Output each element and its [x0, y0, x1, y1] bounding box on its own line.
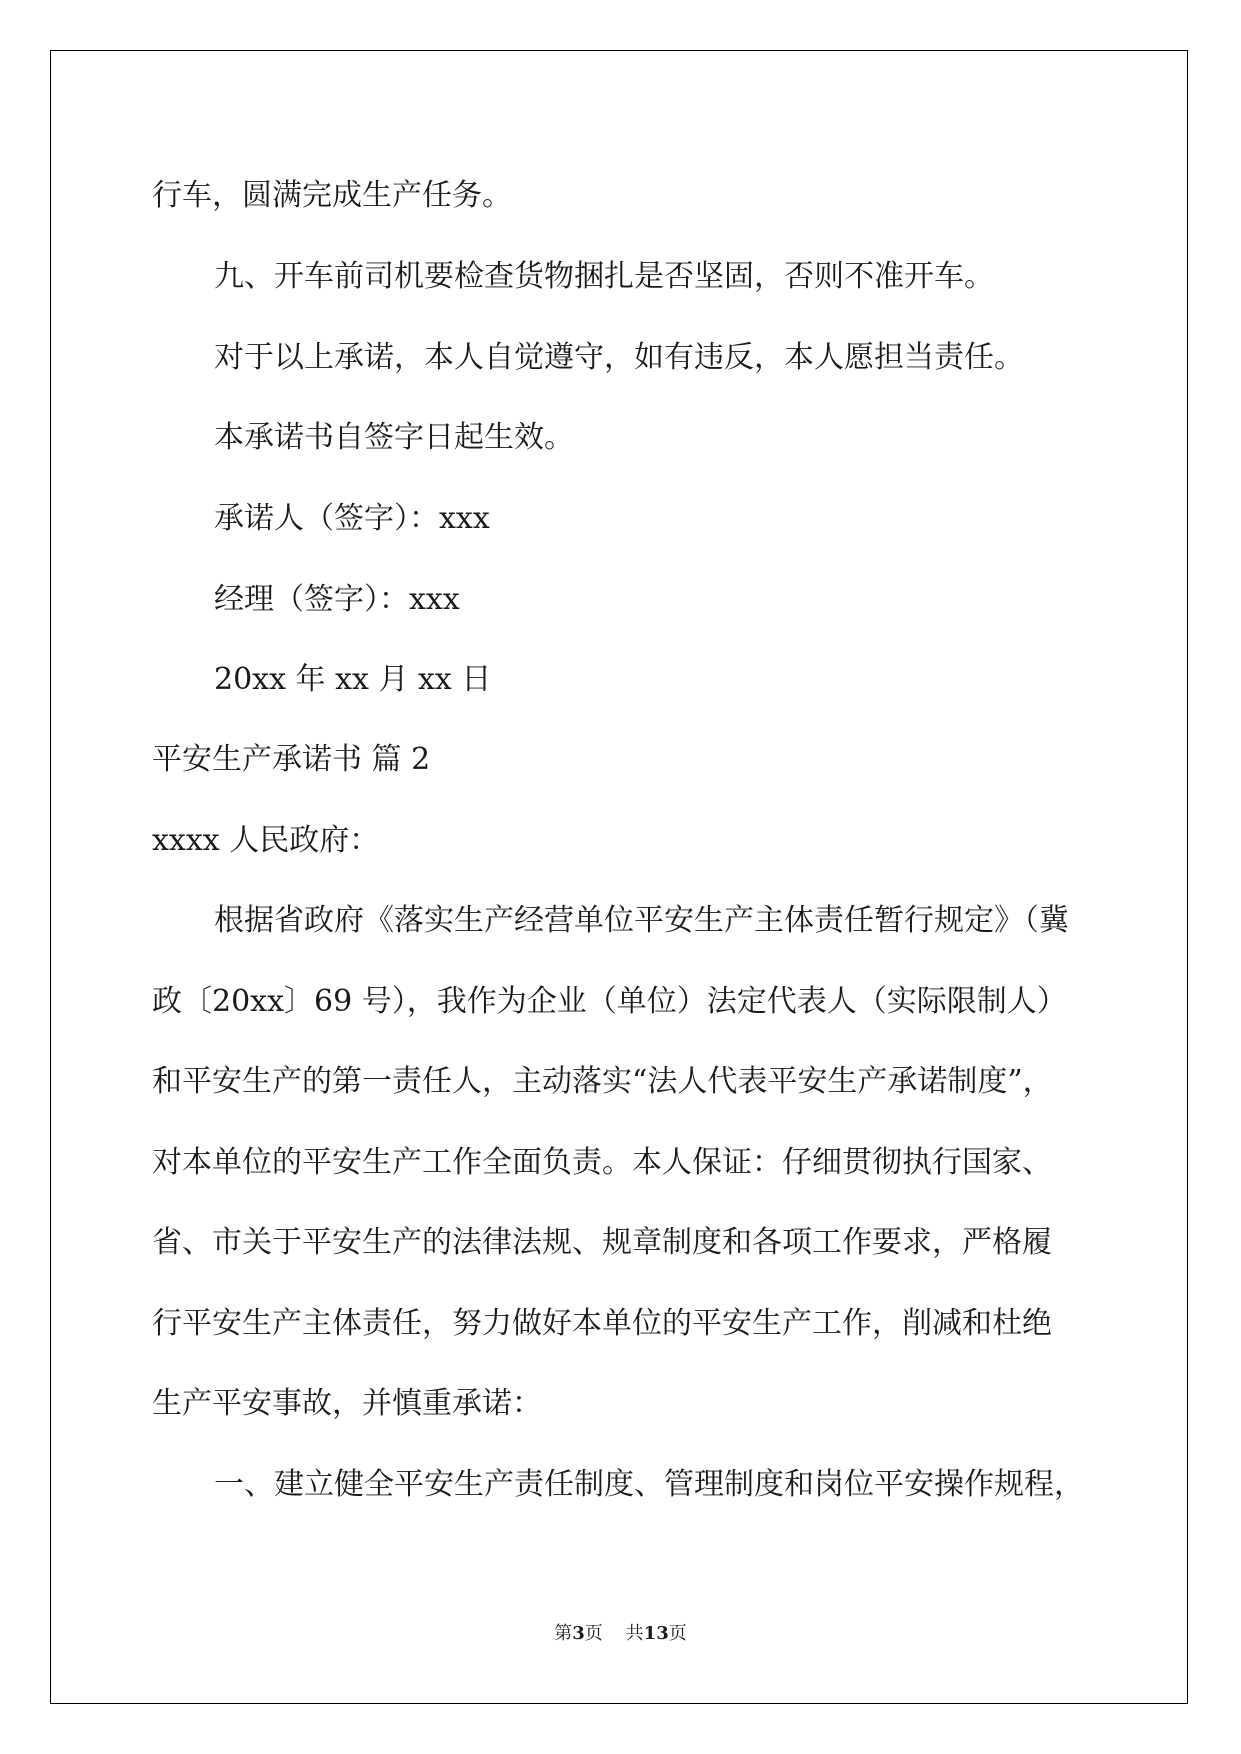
text-line: 一、建立健全平安生产责任制度、管理制度和岗位平安操作规程， — [214, 1467, 1084, 1502]
section-heading: 平安生产承诺书 篇 2 — [152, 742, 431, 777]
text-line: 行车，圆满完成生产任务。 — [152, 178, 512, 213]
page-current: 3 — [572, 1623, 585, 1644]
text-line: 行平安生产主体责任，努力做好本单位的平安生产工作，削减和杜绝 — [152, 1306, 1052, 1341]
page-prefix: 第 — [554, 1623, 573, 1644]
signature-line-promisor: 承诺人（签字）：xxx — [214, 501, 490, 536]
text-line: 和平安生产的第一责任人，主动落实“法人代表平安生产承诺制度”， — [152, 1064, 1053, 1099]
page-total: 13 — [643, 1623, 669, 1644]
text-line: 省、市关于平安生产的法律法规、规章制度和各项工作要求，严格履 — [152, 1225, 1052, 1260]
text-line: 本承诺书自签字日起生效。 — [214, 420, 574, 455]
text-line: 根据省政府《落实生产经营单位平安生产主体责任暂行规定》（冀 — [214, 903, 1069, 938]
addressee: xxxx 人民政府： — [152, 823, 380, 858]
text-line: 对于以上承诺，本人自觉遵守，如有违反，本人愿担当责任。 — [214, 340, 1024, 375]
text-line: 九、开车前司机要检查货物捆扎是否坚固，否则不准开车。 — [214, 259, 994, 294]
page-border — [50, 50, 1188, 1704]
text-line: 政〔20xx〕69 号），我作为企业（单位）法定代表人（实际限制人） — [152, 984, 1067, 1019]
date-line: 20xx 年 xx 月 xx 日 — [214, 662, 492, 697]
text-line: 生产平安事故，并慎重承诺： — [152, 1386, 542, 1421]
text-line: 对本单位的平安生产工作全面负责。本人保证：仔细贯彻执行国家、 — [152, 1145, 1052, 1180]
page-suffix: 页 — [584, 1623, 603, 1644]
total-suffix: 页 — [668, 1623, 687, 1644]
total-prefix: 共 — [625, 1623, 644, 1644]
page-footer — [0, 1622, 1241, 1646]
signature-line-manager: 经理（签字）：xxx — [214, 582, 460, 617]
